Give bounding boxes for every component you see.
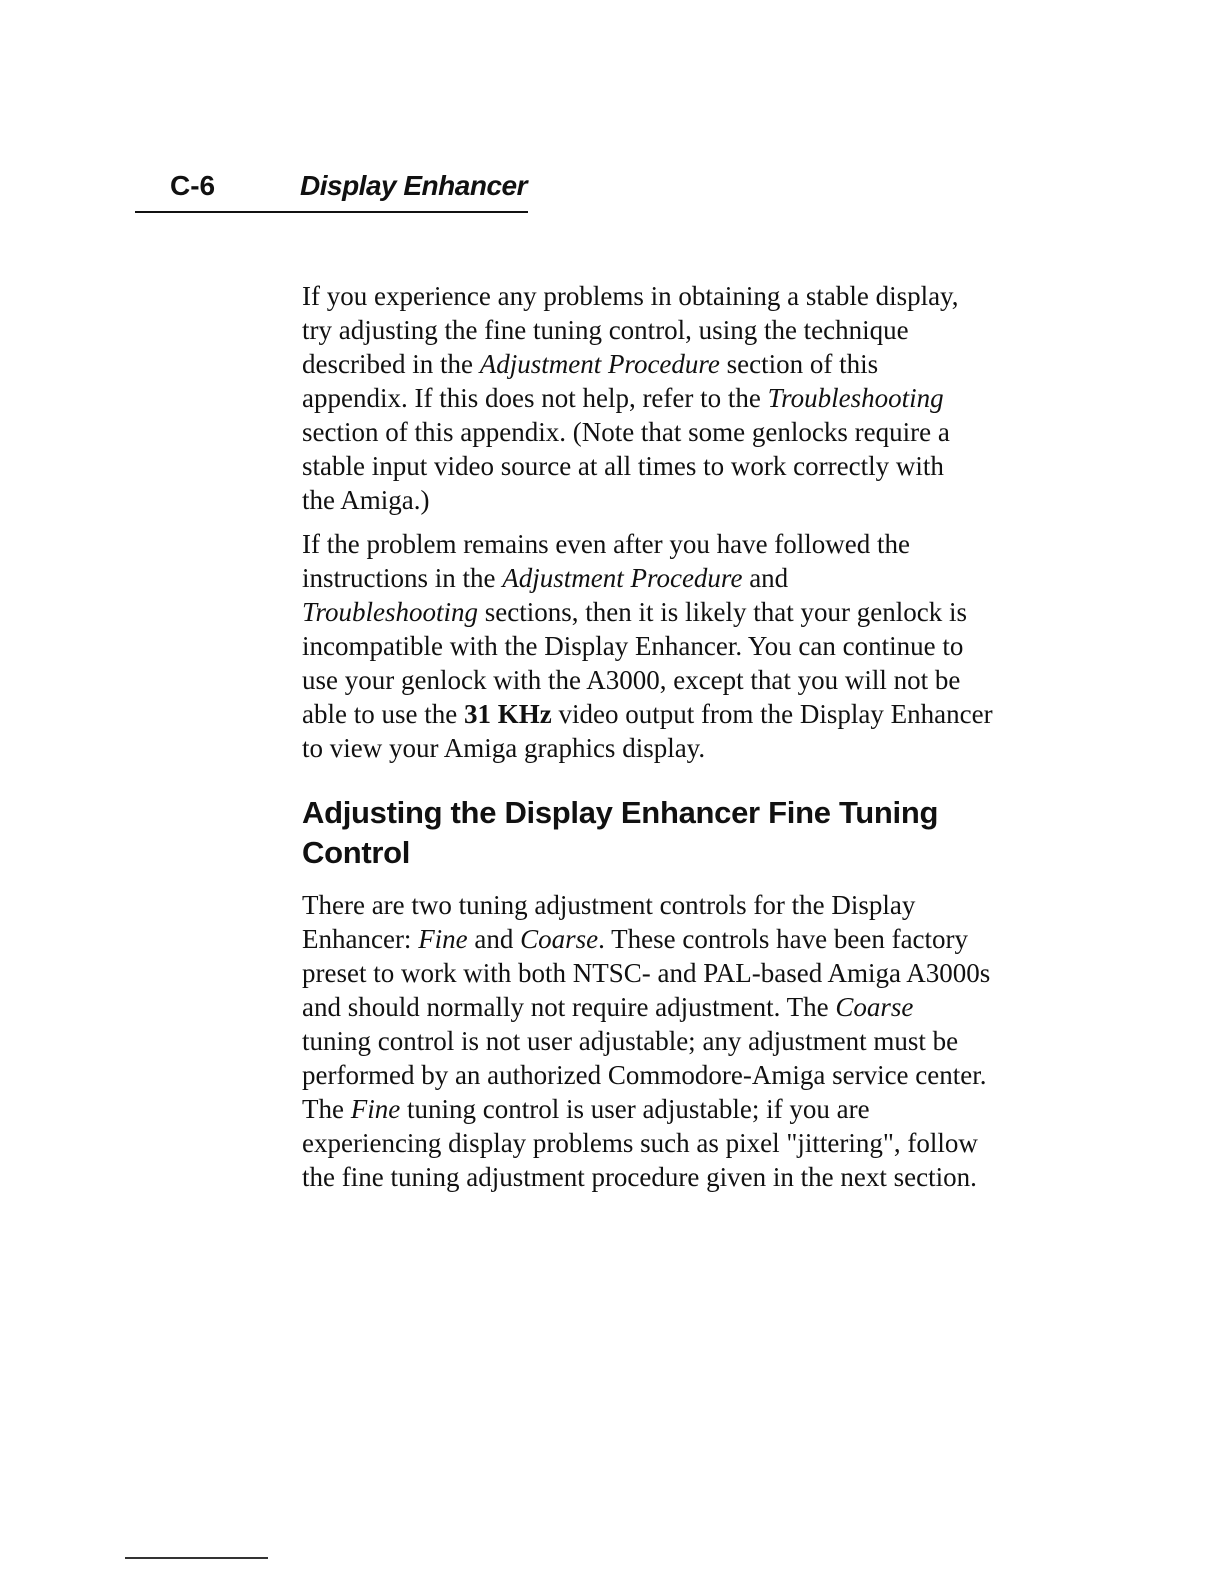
text-run: and should normally not require adjustment. The [302, 992, 836, 1022]
italic-text: Troubleshooting [767, 383, 944, 413]
text-run: If you experience any problems in obtaining a stable display, [302, 281, 959, 311]
text-line [302, 1160, 1022, 1194]
paragraph-1 [302, 279, 1022, 517]
text-run: stable input video source at all times to work correctly with [302, 451, 944, 481]
paragraph-3 [302, 888, 1022, 1194]
text-line [302, 279, 1022, 313]
text-run: use your genlock with the A3000, except that you will not be [302, 665, 961, 695]
text-line [302, 527, 1022, 561]
text-run: the Amiga.) [302, 485, 430, 515]
text-run: tuning control is user adjustable; if you are [400, 1094, 870, 1124]
text-line [302, 449, 1022, 483]
text-line [302, 1126, 1022, 1160]
text-run: The [302, 1094, 351, 1124]
text-line [302, 381, 1022, 415]
text-line [302, 1058, 1022, 1092]
italic-text: Coarse [835, 992, 914, 1022]
section-heading-line-1: Adjusting the Display Enhancer Fine Tuning [302, 795, 939, 830]
header-rule [135, 211, 528, 213]
text-line [302, 347, 1022, 381]
italic-text: Coarse [520, 924, 599, 954]
text-line [302, 629, 1022, 663]
text-line [302, 697, 1022, 731]
text-line [302, 1024, 1022, 1058]
running-header-title: Display Enhancer [300, 170, 527, 201]
text-run: incompatible with the Display Enhancer. You can continue to [302, 631, 964, 661]
text-line [302, 663, 1022, 697]
text-line [302, 990, 1022, 1024]
text-run: Enhancer: [302, 924, 419, 954]
text-line [302, 956, 1022, 990]
text-run: described in the [302, 349, 480, 379]
italic-text: Troubleshooting [302, 597, 479, 627]
text-run: able to use the [302, 699, 464, 729]
text-line [302, 561, 1022, 595]
text-line [302, 888, 1022, 922]
text-run: tuning control is not user adjustable; any adjustment must be [302, 1026, 959, 1056]
text-run: appendix. If this does not help, refer to the [302, 383, 768, 413]
text-run: to view your Amiga graphics display. [302, 733, 706, 763]
text-run: There are two tuning adjustment controls for the Display [302, 890, 916, 920]
text-run: If the problem remains even after you have followed the [302, 529, 911, 559]
footer-rule [125, 1557, 268, 1559]
text-run: video output from the Display Enhancer [551, 699, 993, 729]
text-run: and [467, 924, 521, 954]
text-line [302, 1092, 1022, 1126]
text-line [302, 483, 1022, 517]
text-line [302, 922, 1022, 956]
text-run: performed by an authorized Commodore-Amiga service center. [302, 1060, 987, 1090]
paragraph-2 [302, 527, 1022, 765]
page-number: C-6 [170, 170, 216, 201]
section-heading [302, 793, 938, 873]
text-run: the fine tuning adjustment procedure given in the next section. [302, 1162, 977, 1192]
italic-text: Adjustment Procedure [479, 349, 720, 379]
text-run: sections, then it is likely that your genlock is [478, 597, 967, 627]
text-line [302, 595, 1022, 629]
text-line [302, 415, 1022, 449]
text-run: try adjusting the fine tuning control, using the technique [302, 315, 909, 345]
text-line [302, 313, 1022, 347]
text-run: preset to work with both NTSC- and PAL-based Amiga A3000s [302, 958, 991, 988]
section-heading-line-2: Control [302, 835, 411, 870]
text-run: section of this appendix. (Note that some genlocks require a [302, 417, 950, 447]
italic-text: Fine [350, 1094, 401, 1124]
text-run: instructions in the [302, 563, 503, 593]
italic-text: Fine [418, 924, 468, 954]
text-run: and [742, 563, 789, 593]
text-run: . These controls have been factory [598, 924, 969, 954]
bold-text: 31 KHz [463, 699, 552, 729]
text-run: section of this [719, 349, 879, 379]
text-line [302, 731, 1022, 765]
text-run: experiencing display problems such as pixel "jittering", follow [302, 1128, 978, 1158]
italic-text: Adjustment Procedure [502, 563, 743, 593]
